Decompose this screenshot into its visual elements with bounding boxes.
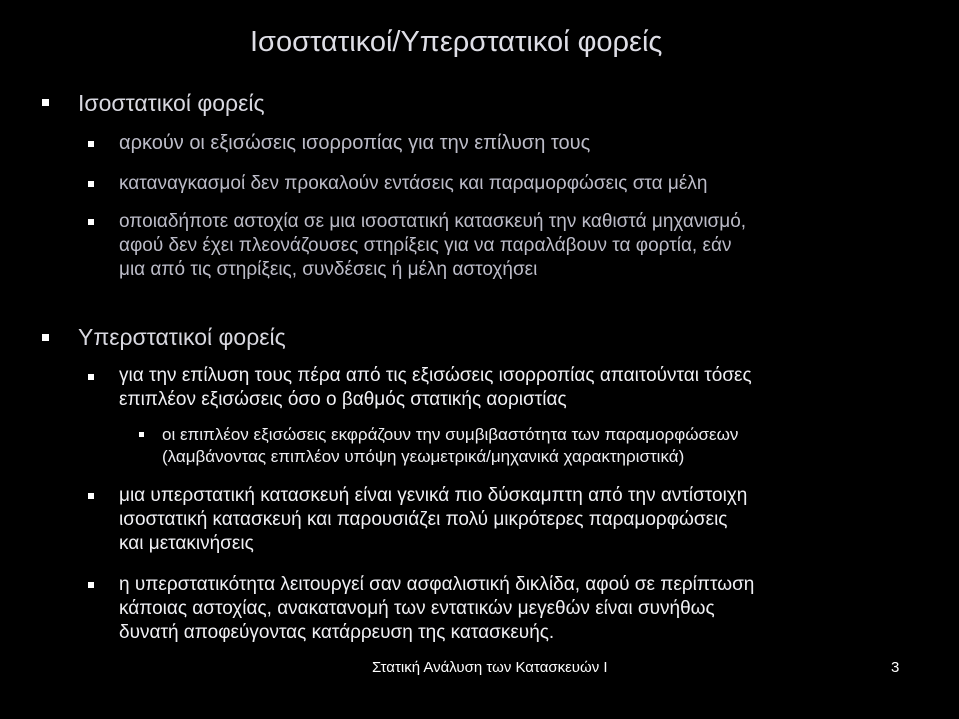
bullet-isostatic: Ισοστατικοί φορείς [78, 90, 265, 116]
footer-page-number: 3 [891, 659, 900, 676]
subbullet-safety-valve: η υπερστατικότητα λειτουργεί σαν ασφαλιστική δικλίδα, αφού σε περίπτωση κάποιας αστοχίας, ανακατανομή των εντατικών μεγεθών είναι συνήθως δυνατή αποφεύγοντας κατάρρευση της κατασκευής. [119, 574, 755, 643]
bullet-square-icon [88, 582, 94, 588]
subbullet-failure-mechanism: οποιαδήποτε αστοχία σε μια ισοστατική κατασκευή την καθιστά μηχανισμό, αφού δεν έχει πλεονάζουσες στηρίξεις για να παραλάβουν τα φορτία, εάν μια από τις στηρίξεις, συνδέσεις ή μέλη αστοχήσει [119, 211, 747, 280]
bullet-square-icon [88, 181, 94, 187]
bullet-square-icon [88, 141, 94, 147]
bullet-hyperstatic: Υπερστατικοί φορείς [78, 324, 286, 350]
subbullet-extra-equations: για την επίλυση τους πέρα από τις εξισώσεις ισορροπίας απαιτούνται τόσες επιπλέον εξισώσεις όσο ο βαθμός στατικής αοριστίας [119, 365, 752, 410]
bullet-square-icon [88, 374, 94, 380]
subsubbullet-compatibility: οι επιπλέον εξισώσεις εκφράζουν την συμβιβαστότητα των παραμορφώσεων (λαμβάνοντας επιπλέον υπόψη γεωμετρικά/μηχανικά χαρακτηριστικά) [162, 425, 739, 466]
bullet-square-icon [88, 219, 94, 225]
subbullet-equilibrium: αρκούν οι εξισώσεις ισορροπίας για την επίλυση τους [119, 132, 591, 154]
bullet-square-icon [42, 99, 49, 106]
footer-course-title: Στατική Ανάλυση των Κατασκευών Ι [372, 659, 608, 676]
subbullet-stiffness: μια υπερστατική κατασκευή είναι γενικά πιο δύσκαμπτη από την αντίστοιχη ισοστατική κατασκευή και παρουσιάζει πολύ μικρότερες παραμορφώσεις και μετακινήσεις [119, 485, 748, 554]
bullet-square-icon [139, 432, 144, 437]
slide-title: Ισοστατικοί/Υπερστατικοί φορείς [250, 26, 663, 58]
subbullet-constraints: καταναγκασμοί δεν προκαλούν εντάσεις και παραμορφώσεις στα μέλη [119, 173, 708, 194]
bullet-square-icon [42, 334, 49, 341]
bullet-square-icon [88, 493, 94, 499]
